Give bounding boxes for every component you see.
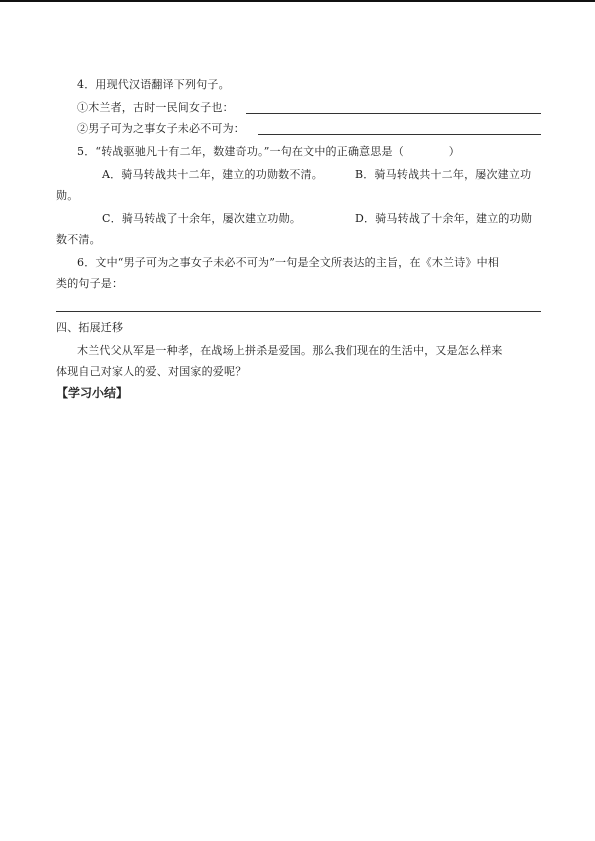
q5-option-a: A．骑马转战共十二年，建立的功勋数不清。 [102, 168, 323, 181]
q4-sentence-2: ②男子可为之事女子未必不可为： [77, 122, 245, 135]
summary-heading: 【学习小结】 [56, 386, 129, 400]
section-4-paragraph-line-2: 体现自己对家人的爱、对国家的爱呢？ [56, 365, 247, 378]
q5-option-b-continued: 勋。 [56, 189, 79, 202]
page-top-border [0, 0, 595, 2]
section-4-paragraph-line-1: 木兰代父从军是一种孝，在战场上拼杀是爱国。那么我们现在的生活中，又是怎么样来 [77, 344, 503, 357]
q4-answer-line-1[interactable] [246, 113, 541, 114]
q6-line-1: 6．文中“男子可为之事女子未必不可为”一句是全文所表达的主旨，在《木兰诗》中相 [77, 256, 500, 269]
q4-answer-line-2[interactable] [258, 134, 541, 135]
q6-answer-line[interactable] [56, 311, 541, 312]
q5-option-d-continued: 数不清。 [56, 233, 101, 246]
q4-title: 4．用现代汉语翻译下列句子。 [77, 78, 230, 91]
q6-line-2: 类的句子是： [56, 277, 124, 290]
q5-option-d: D．骑马转战了十余年，建立的功勋 [355, 212, 533, 225]
section-4-title: 四、拓展迁移 [56, 321, 124, 334]
q4-sentence-1: ①木兰者，古时一民间女子也： [77, 101, 234, 114]
q5-stem: 5．“转战驱驰凡十有二年，数建奇功。”一句在文中的正确意思是（ ） [77, 145, 460, 158]
q5-option-b: B．骑马转战共十二年，屡次建立功 [355, 168, 532, 181]
q5-option-c: C．骑马转战了十余年，屡次建立功勋。 [102, 212, 302, 225]
